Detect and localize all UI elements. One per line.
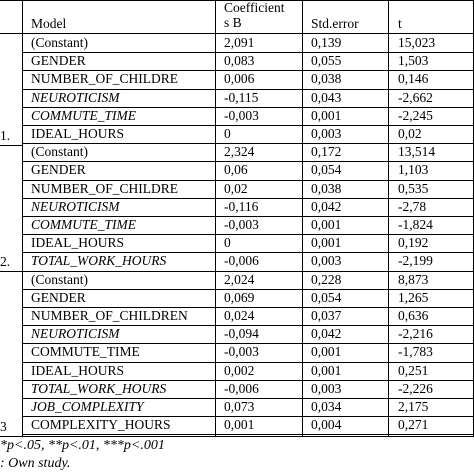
- variable-name: (Constant): [31, 35, 88, 50]
- variable-name: IDEAL_HOURS: [31, 235, 124, 251]
- std-error-value: 0,038: [311, 71, 342, 87]
- significance-footnote: *p<.05, **p<.01, ***p<.001: [0, 438, 165, 453]
- t-value: 2,175: [398, 399, 429, 414]
- coefficient-b: -0,006: [224, 253, 259, 269]
- variable-name: COMMUTE_TIME: [31, 107, 136, 123]
- std-error-value: 0,001: [311, 217, 342, 232]
- variable-name: JOB_COMPLEXITY: [31, 399, 144, 414]
- coefficient-b: 0: [224, 126, 231, 141]
- std-error-value: 0,038: [311, 180, 342, 196]
- variable-name: GENDER: [31, 289, 86, 305]
- coefficient-b: 2,024: [224, 271, 255, 287]
- column-border: [215, 0, 216, 437]
- column-border: [22, 0, 23, 437]
- t-value: -1,783: [398, 344, 433, 360]
- variable-name: NUMBER_OF_CHILDRE: [31, 180, 179, 196]
- std-error-value: 0,001: [311, 344, 342, 360]
- row-divider: [22, 434, 474, 435]
- std-error-value: 0,139: [311, 35, 342, 50]
- t-value: 1,265: [398, 289, 429, 305]
- table-bottom-border: [0, 436, 474, 437]
- coefficient-b: 0,02: [224, 180, 248, 196]
- variable-name: GENDER: [31, 162, 86, 178]
- t-value: -2,199: [398, 253, 433, 269]
- coefficient-b: 0,006: [224, 71, 255, 87]
- t-value: 0,636: [398, 308, 429, 323]
- variable-name: NEUROTICISM: [31, 326, 120, 342]
- t-value: -2,78: [398, 198, 427, 214]
- coefficient-b: -0,006: [224, 380, 259, 396]
- coefficient-b: 0: [224, 235, 231, 251]
- variable-name: NUMBER_OF_CHILDRE: [31, 71, 179, 87]
- column-border: [302, 0, 303, 437]
- t-value: 0,535: [398, 180, 429, 196]
- std-error-value: 0,001: [311, 235, 342, 251]
- coefficient-b: 0,06: [224, 162, 248, 178]
- std-error-value: 0,042: [311, 198, 342, 214]
- t-value: 1,503: [398, 53, 429, 69]
- model-block-divider: [0, 145, 22, 146]
- header-coefficient-line1: Coefficient: [224, 0, 285, 15]
- variable-name: (Constant): [31, 144, 88, 160]
- model-label: 2.: [0, 254, 11, 269]
- std-error-value: 0,004: [311, 417, 342, 433]
- coefficient-b: 2,324: [224, 144, 255, 160]
- variable-name: (Constant): [31, 271, 88, 287]
- header-std-error: Std.error: [311, 16, 359, 31]
- coefficient-b: 0,069: [224, 289, 255, 305]
- header-bottom-border: [0, 33, 474, 34]
- std-error-value: 0,001: [311, 362, 342, 378]
- coefficient-b: -0,115: [224, 89, 259, 105]
- variable-name: NEUROTICISM: [31, 89, 120, 105]
- model-block-divider: [0, 271, 22, 272]
- std-error-value: 0,037: [311, 308, 342, 323]
- variable-name: COMPLEXITY_HOURS: [31, 417, 171, 433]
- t-value: 0,192: [398, 235, 429, 251]
- coefficient-b: -0,003: [224, 344, 259, 360]
- t-value: 0,02: [398, 126, 422, 141]
- coefficient-b: -0,094: [224, 326, 259, 342]
- std-error-value: 0,228: [311, 271, 342, 287]
- coefficient-b: 0,002: [224, 362, 255, 378]
- t-value: 0,146: [398, 71, 429, 87]
- variable-name: IDEAL_HOURS: [31, 126, 124, 141]
- variable-name: TOTAL_WORK_HOURS: [31, 380, 167, 396]
- variable-name: COMMUTE_TIME: [31, 344, 140, 360]
- t-value: 1,103: [398, 162, 429, 178]
- t-value: 8,873: [398, 271, 429, 287]
- t-value: -1,824: [398, 217, 433, 232]
- coefficient-b: -0,003: [224, 217, 259, 232]
- std-error-value: 0,054: [311, 162, 342, 178]
- t-value: 0,271: [398, 417, 429, 433]
- std-error-value: 0,003: [311, 126, 342, 141]
- std-error-value: 0,172: [311, 144, 342, 160]
- coefficient-b: 0,001: [224, 417, 255, 433]
- t-value: -2,226: [398, 380, 433, 396]
- std-error-value: 0,034: [311, 399, 342, 414]
- model-label: 1.: [0, 128, 11, 143]
- std-error-value: 0,043: [311, 89, 342, 105]
- coefficient-b: 0,024: [224, 308, 255, 323]
- header-coefficient-line2: s B: [224, 15, 242, 30]
- coefficient-b: -0,003: [224, 107, 259, 123]
- t-value: 15,023: [398, 35, 436, 50]
- variable-name: IDEAL_HOURS: [31, 362, 124, 378]
- variable-name: NUMBER_OF_CHILDREN: [31, 308, 188, 323]
- variable-name: NEUROTICISM: [31, 198, 120, 214]
- column-border: [388, 0, 389, 437]
- coefficient-b: 0,083: [224, 53, 255, 69]
- t-value: -2,662: [398, 89, 433, 105]
- std-error-value: 0,003: [311, 380, 342, 396]
- t-value: 13,514: [398, 144, 436, 160]
- model-label: 3: [0, 419, 7, 434]
- t-value: -2,245: [398, 107, 433, 123]
- variable-name: TOTAL_WORK_HOURS: [31, 253, 167, 269]
- variable-name: GENDER: [31, 53, 86, 69]
- t-value: 0,251: [398, 362, 429, 378]
- header-t: t: [398, 16, 402, 31]
- coefficient-b: 2,091: [224, 35, 255, 50]
- source-footnote: : Own study.: [0, 456, 71, 471]
- std-error-value: 0,042: [311, 326, 342, 342]
- std-error-value: 0,055: [311, 53, 342, 69]
- coefficient-b: -0,116: [224, 198, 259, 214]
- header-model: Model: [31, 16, 67, 31]
- std-error-value: 0,054: [311, 289, 342, 305]
- std-error-value: 0,001: [311, 107, 342, 123]
- t-value: -2,216: [398, 326, 433, 342]
- variable-name: COMMUTE_TIME: [31, 217, 136, 232]
- std-error-value: 0,003: [311, 253, 342, 269]
- coefficient-b: 0,073: [224, 399, 255, 414]
